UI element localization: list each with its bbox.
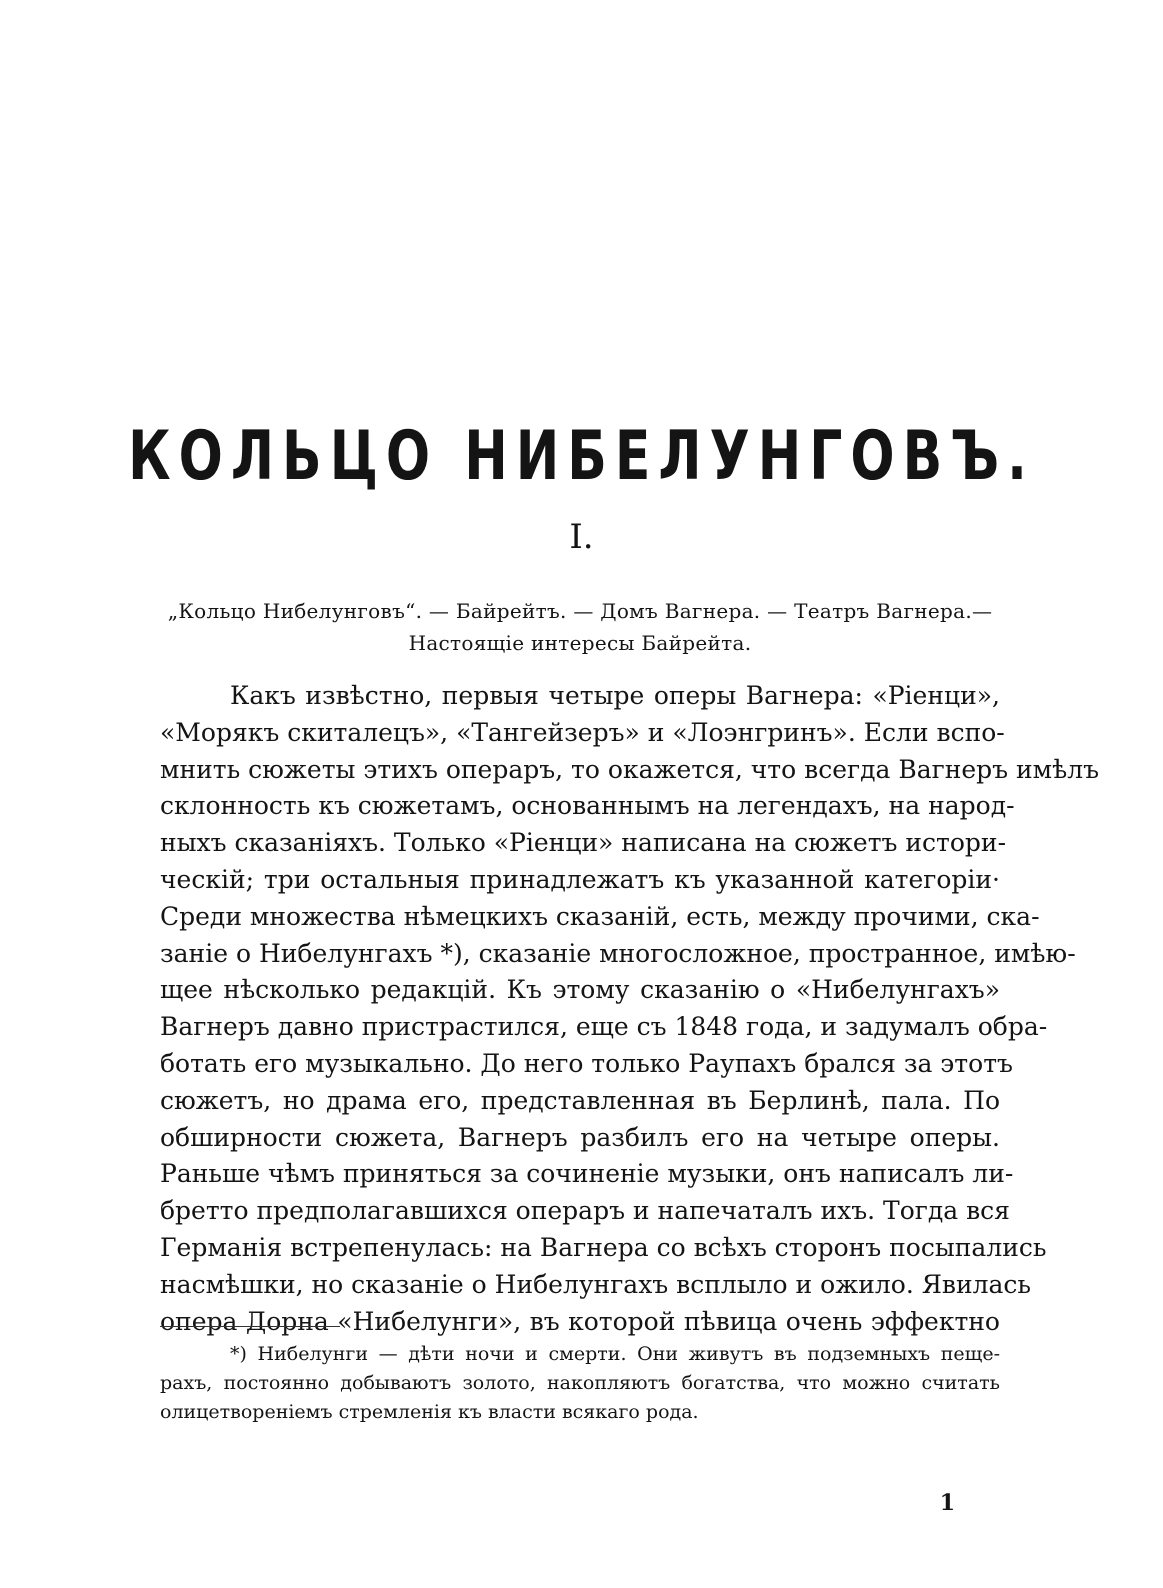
footnote-line: олицетвореніемъ стремленія къ власти всякаго рода. <box>160 1401 699 1423</box>
chapter-number: I. <box>569 517 594 557</box>
chapter-summary <box>150 595 1010 659</box>
body-line: насмѣшки, но сказаніе о Нибелунгахъ всплыло и ожило. Явилась <box>160 1269 1032 1299</box>
body-line: мнить сюжеты этихъ операръ, то окажется, что всегда Вагнеръ имѣлъ <box>160 754 1099 784</box>
footnote-line: рахъ, постоянно добываютъ золото, накопляютъ богатства, что можно считать <box>160 1372 1000 1394</box>
body-line: ческій; три остальныя принадлежатъ къ указанной категоріи· <box>160 864 1000 894</box>
body-line: бретто предполагавшихся операръ и напечаталъ ихъ. Тогда вся <box>160 1196 1010 1226</box>
body-line: Германія встрепенулась: на Вагнера со всѣхъ сторонъ посыпались <box>160 1232 1047 1262</box>
summary-line: „Кольцо Нибелунговъ“. — Байрейтъ. — Домъ Вагнера. — Театръ Вагнера.— <box>167 599 993 623</box>
body-line: ныхъ сказаніяхъ. Только «Ріенци» написана на сюжетъ истори- <box>160 828 1007 858</box>
body-line: склонность къ сюжетамъ, основаннымъ на легендахъ, на народ- <box>160 791 1015 821</box>
body-text <box>160 678 1099 1340</box>
body-line: ботать его музыкально. До него только Раупахъ брался за этотъ <box>160 1048 1013 1078</box>
body-line: опера Дорна «Нибелунги», въ которой пѣвица очень эффектно <box>160 1306 1000 1336</box>
footnote-divider <box>160 1326 340 1327</box>
body-line: «Морякъ скиталецъ», «Тангейзеръ» и «Лоэнгринъ». Если вспо- <box>160 717 1005 747</box>
body-line: сюжетъ, но драма его, представленная въ Берлинѣ, пала. По <box>160 1085 1000 1115</box>
page-title: КОЛЬЦО НИБЕЛУНГОВЪ. <box>128 418 1035 496</box>
page-number: 1 <box>939 1490 955 1516</box>
body-line: Вагнеръ давно пристрастился, еще съ 1848 года, и задумалъ обра- <box>160 1012 1048 1042</box>
body-line: щее нѣсколько редакцій. Къ этому сказанію о «Нибелунгахъ» <box>160 975 1000 1005</box>
body-line: Среди множества нѣмецкихъ сказаній, есть, между прочими, ска- <box>160 901 1040 931</box>
summary-line: Настоящіе интересы Байрейта. <box>408 631 752 655</box>
body-line: Какъ извѣстно, первыя четыре оперы Вагнера: «Ріенци», <box>230 681 1000 710</box>
footnote-line: *) Нибелунги — дѣти ночи и смерти. Они живутъ въ подземныхъ пеще- <box>230 1343 1000 1365</box>
body-line: Раньше чѣмъ приняться за сочиненіе музыки, онъ написалъ ли- <box>160 1159 1014 1189</box>
body-line: заніе о Нибелунгахъ *), сказаніе многосложное, пространное, имѣю- <box>160 938 1076 968</box>
body-line: обширности сюжета, Вагнеръ разбилъ его на четыре оперы. <box>160 1122 1000 1152</box>
footnote <box>160 1340 1000 1427</box>
